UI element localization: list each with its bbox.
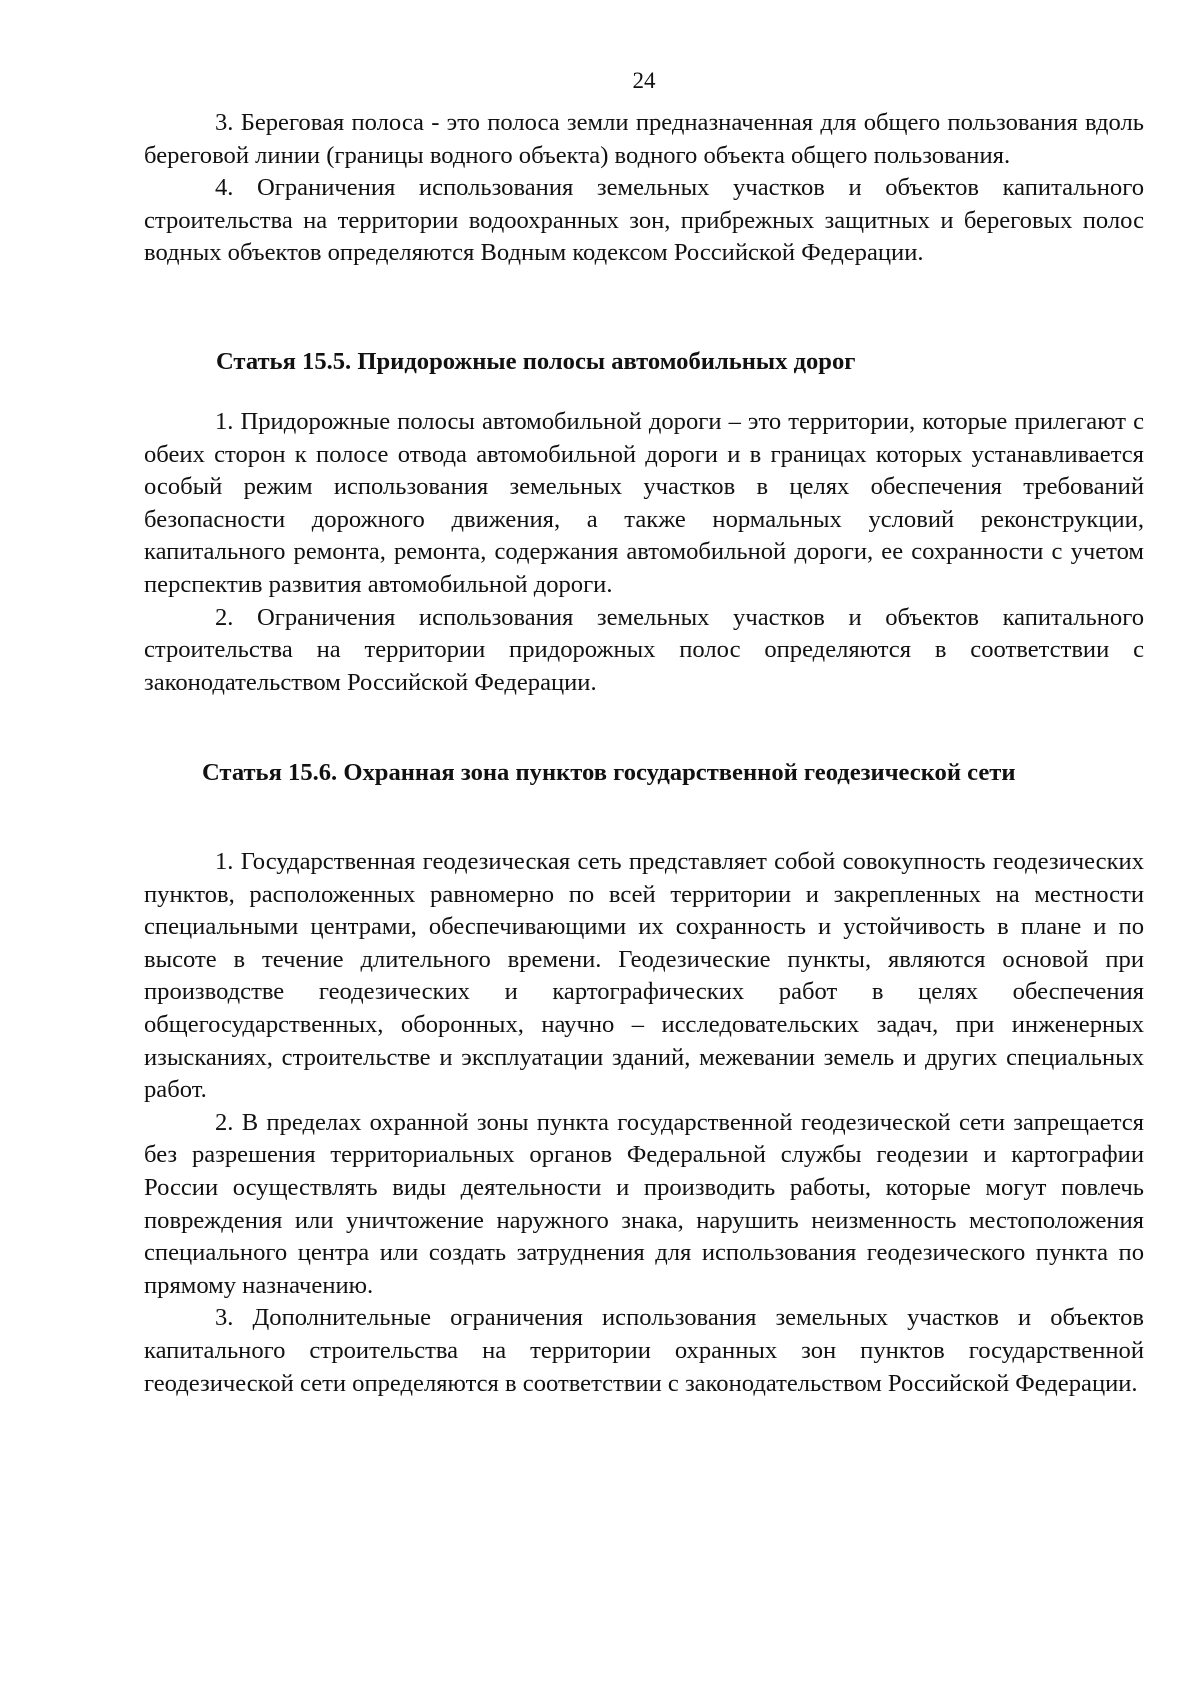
paragraph-roadside-strips-restrictions: 2. Ограничения использования земельных участков и объектов капитального строительства на территории придорожных полос определяются в соответствии с законодательством Российской Федерации.: [144, 603, 1144, 696]
previous-section: [144, 107, 1144, 270]
article-heading: Статья 15.5. Придорожные полосы автомобильных дорог: [216, 348, 856, 375]
paragraph-roadside-strips-definition: 1. Придорожные полосы автомобильной дороги – это территории, которые прилегают с обеих сторон к полосе отвода автомобильной дороги и в границах которых устанавливается особый режим использования земельных участков в целях обеспечения требований безопасности дорожного движения, а также нормальных условий реконструкции, капитального ремонта, ремонта, содержания автомобильной дороги, ее сохранности с учетом перспектив развития автомобильной дороги.: [144, 408, 1144, 598]
paragraph-geodetic-network-definition: 1. Государственная геодезическая сеть представляет собой совокупность геодезических пунктов, расположенных равномерно по всей территории и закрепленных на местности специальными центрами, обеспечивающими их сохранность и устойчивость в плане и по высоте в течение длительного времени. Геодезические пункты, являются основой при производстве геодезических и картографических работ в целях обеспечения общегосударственных, оборонных, научно – исследовательских задач, при инженерных изысканиях, строительстве и эксплуатации зданий, межевании земель и других специальных работ.: [144, 848, 1144, 1104]
paragraph-additional-restrictions: 3. Дополнительные ограничения использования земельных участков и объектов капитального строительства на территории охранных зон пунктов государственной геодезической сети определяются в соответствии с законодательством Российской Федерации.: [144, 1304, 1144, 1397]
page-number: 24: [632, 68, 656, 93]
article-15-5: [144, 346, 1144, 379]
paragraph-coastal-strip: 3. Береговая полоса - это полоса земли предназначенная для общего пользования вдоль береговой линии (границы водного объекта) водного объекта общего пользования.: [144, 109, 1144, 169]
article-15-6: [144, 757, 1144, 790]
article-heading: Статья 15.6. Охранная зона пунктов государственной геодезической сети: [202, 759, 1016, 786]
paragraph-protection-zone-prohibitions: 2. В пределах охранной зоны пункта государственной геодезической сети запрещается без разрешения территориальных органов Федеральной службы геодезии и картографии России осуществлять виды деятельности и производить работы, которые могут повлечь повреждения или уничтожение наружного знака, нарушить неизменность местоположения специального центра или создать затруднения для использования геодезического пункта по прямому назначению.: [144, 1108, 1144, 1299]
article-15-5-body: [144, 406, 1144, 699]
article-15-6-body: [144, 846, 1144, 1400]
paragraph-water-protection-restrictions: 4. Ограничения использования земельных участков и объектов капитального строительства на территории водоохранных зон, прибрежных защитных и береговых полос водных объектов определяются Водным кодексом Российской Федерации.: [144, 174, 1144, 267]
